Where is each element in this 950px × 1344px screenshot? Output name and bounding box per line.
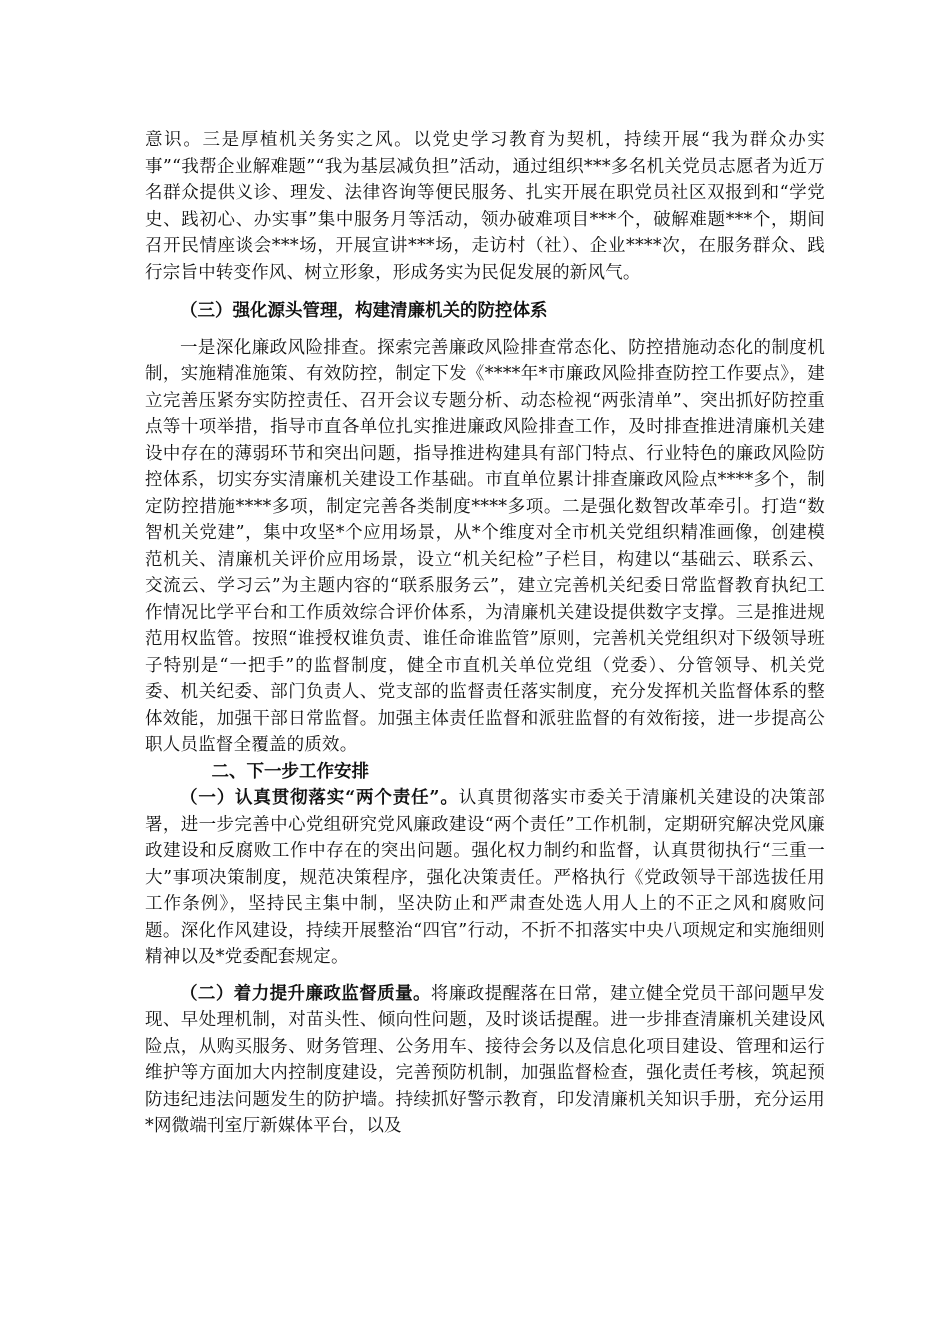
- item-one-body: 认真贯彻落实市委关于清廉机关建设的决策部署，进一步完善中心党组研究党风廉政建设“两个责任”工作机制，定期研究解决党风廉政建设和反腐败工作中存在的突出问题。强化权力制约和监督，认真贯彻执行“三重一大”事项决策制度，规范决策程序，强化决策责任。严格执行《党政领导干部选拔任用工作条例》，坚持民主集中制，坚决防止和严肃查处选人用人上的不正之风和腐败问题。深化作风建设，持续开展整治“四官”行动，不折不扣落实中央八项规定和实施细则精神以及*党委配套规定。: [145, 788, 826, 967]
- item-one-paragraph: [145, 785, 825, 971]
- part-two-heading: 二、下一步工作安排: [211, 761, 369, 782]
- document-page: [145, 127, 825, 1140]
- intro-paragraph: 意识。三是厚植机关务实之风。以党史学习教育为契机，持续开展“我为群众办实事”“我帮企业解难题”“我为基层减负担”活动，通过组织***多名机关党员志愿者为近万名群众提供义诊、理发、法律咨询等便民服务、扎实开展在职党员社区双报到和“学党史、践初心、办实事”集中服务月等活动，领办破难项目***个，破解难题***个，期间召开民情座谈会***场，开展宣讲***场，走访村（社）、企业****次，在服务群众、践行宗旨中转变作风、树立形象，形成务实为民促发展的新风气。: [145, 130, 825, 283]
- section-three-heading: （三）强化源头管理，构建清廉机关的防控体系: [180, 301, 548, 321]
- paragraph-gap: [145, 971, 825, 981]
- item-one-lead: （一）认真贯彻落实“两个责任”。: [180, 788, 459, 808]
- item-two-body: 将廉政提醒落在日常，建立健全党员干部问题早发现、早处理机制，对苗头性、倾向性问题，及时谈话提醒。进一步排查清廉机关建设风险点，从购买服务、财务管理、公务用车、接待会务以及信息化项目建设、管理和运行维护等方面加大内控制度建设，完善预防机制，加强监督检查，强化责任考核，筑起预防违纪违法问题发生的防护墙。持续抓好警示教育，印发清廉机关知识手册，充分运用*网微端刊室厅新媒体平台，以及: [145, 983, 825, 1136]
- item-two-paragraph: [145, 981, 825, 1140]
- item-two-lead: （二）着力提升廉政监督质量。: [180, 983, 431, 1004]
- section-three-paragraph: 一是深化廉政风险排查。探索完善廉政风险排查常态化、防控措施动态化的制度机制，实施精准施策、有效防控，制定下发《****年*市廉政风险排查防控工作要点》，建立完善压紧夯实防控责任、召开会议专题分析、动态检视“两张清单”、突出抓好防控重点等十项举措，指导市直各单位扎实推进廉政风险排查工作，及时排查推进清廉机关建设中存在的薄弱环节和突出问题，指导推进构建具有部门特点、行业特色的廉政风险防控体系，切实夯实清廉机关建设工作基础。市直单位累计排查廉政风险点****多个，制定防控措施****多项，制定完善各类制度****多项。二是强化数智改革牵引。打造“数智机关党建”，集中攻坚*个应用场景，从*个维度对全市机关党组织精准画像，创建模范机关、清廉机关评价应用场景，设立“机关纪检”子栏目，构建以“基础云、联系云、交流云、学习云”为主题内容的“联系服务云”，建立完善机关纪委日常监督教育执纪工作情况比学平台和工作质效综合评价体系，为清廉机关建设提供数字支撑。三是推进规范用权监管。按照“谁授权谁负责、谁任命谁监管”原则，完善机关党组织对下级领导班子特别是“一把手”的监督制度，健全市直机关单位党组（党委）、分管领导、机关党委、机关纪委、部门负责人、党支部的监督责任落实制度，充分发挥机关监督体系的整体效能，加强干部日常监督。加强主体责任监督和派驻监督的有效衔接，进一步提高公职人员监督全覆盖的质效。: [145, 337, 825, 755]
